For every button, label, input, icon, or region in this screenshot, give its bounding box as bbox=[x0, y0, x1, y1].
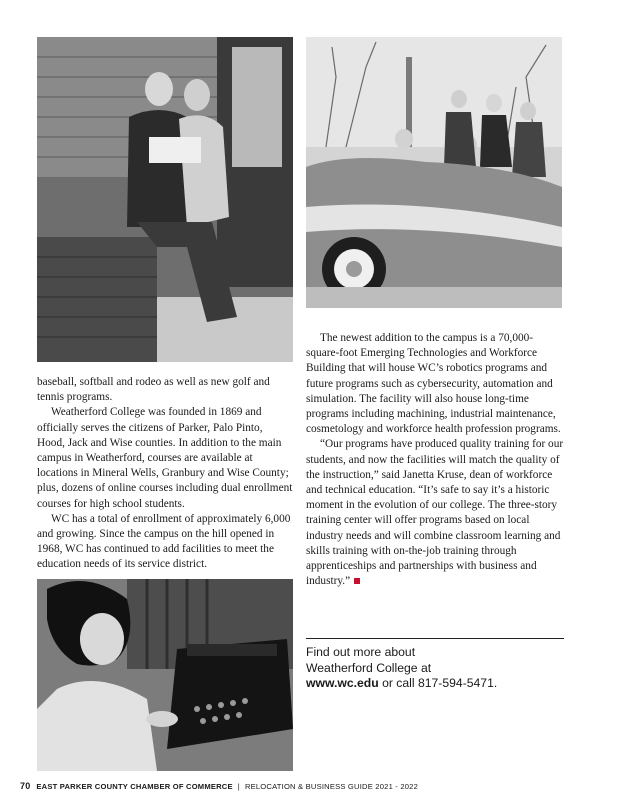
website-link[interactable]: www.wc.edu bbox=[306, 676, 379, 690]
left-text-column bbox=[37, 375, 293, 573]
info-line: Find out more about bbox=[306, 645, 416, 659]
phone-text: or call 817-594-5471. bbox=[378, 676, 498, 690]
footer-separator: | bbox=[237, 782, 240, 791]
publication-name: RELOCATION & BUSINESS GUIDE 2021 - 2022 bbox=[244, 782, 419, 791]
info-contact-line bbox=[306, 676, 564, 692]
body-paragraph: The newest addition to the campus is a 70,000-square-foot Emerging Technologies and Workforce Building that will house WC’s robotics programs and future programs such as cybersecurity, automation and simulation. The facility will also house long-time programs including machining, industrial maintenance, cosmetology and workforce health profession programs. bbox=[306, 332, 561, 436]
body-paragraph: WC has a total of enrollment of approximately 6,000 and growing. Since the campus on the hill opened in 1968, WC has continued to add facilities to meet the education needs of its service district. bbox=[37, 512, 291, 571]
page-number: 70 bbox=[20, 781, 31, 791]
quote-text: “Our programs have produced quality training for our students, and now the facilities will match the quality of the instruction,” said Janetta Kruse, dean of workforce and technical education. “It’s safe to say it’s a historic moment in the evolution of our college. The three-story training center will offer programs based on local industry needs and will combine classroom learning and skills training with on-the-job training through apprenticeships and partnerships with business and industry.” bbox=[306, 438, 564, 588]
body-paragraph: baseball, softball and rodeo as well as new golf and tennis programs. bbox=[37, 376, 270, 404]
photo-typewriter bbox=[37, 579, 293, 771]
info-line: Weatherford College at bbox=[306, 660, 432, 675]
info-box bbox=[306, 638, 564, 692]
organization-name: EAST PARKER COUNTY CHAMBER OF COMMERCE bbox=[36, 782, 233, 791]
body-paragraph-quote bbox=[306, 437, 564, 589]
page-footer bbox=[20, 779, 600, 793]
body-paragraph: Weatherford College was founded in 1869 and officially serves the citizens of Parker, Palo Pinto, Hood, Jack and Wise counties. In addition to the main campus in Weatherford, courses are available at locations in Mineral Wells, Granbury and Wise County; plus, dozens of online courses including dual enrollment courses for high school students. bbox=[37, 406, 293, 510]
end-of-article-mark bbox=[354, 578, 360, 584]
photo-students-reading bbox=[37, 37, 293, 362]
photo-students-car bbox=[306, 37, 562, 308]
right-text-column bbox=[306, 331, 564, 589]
